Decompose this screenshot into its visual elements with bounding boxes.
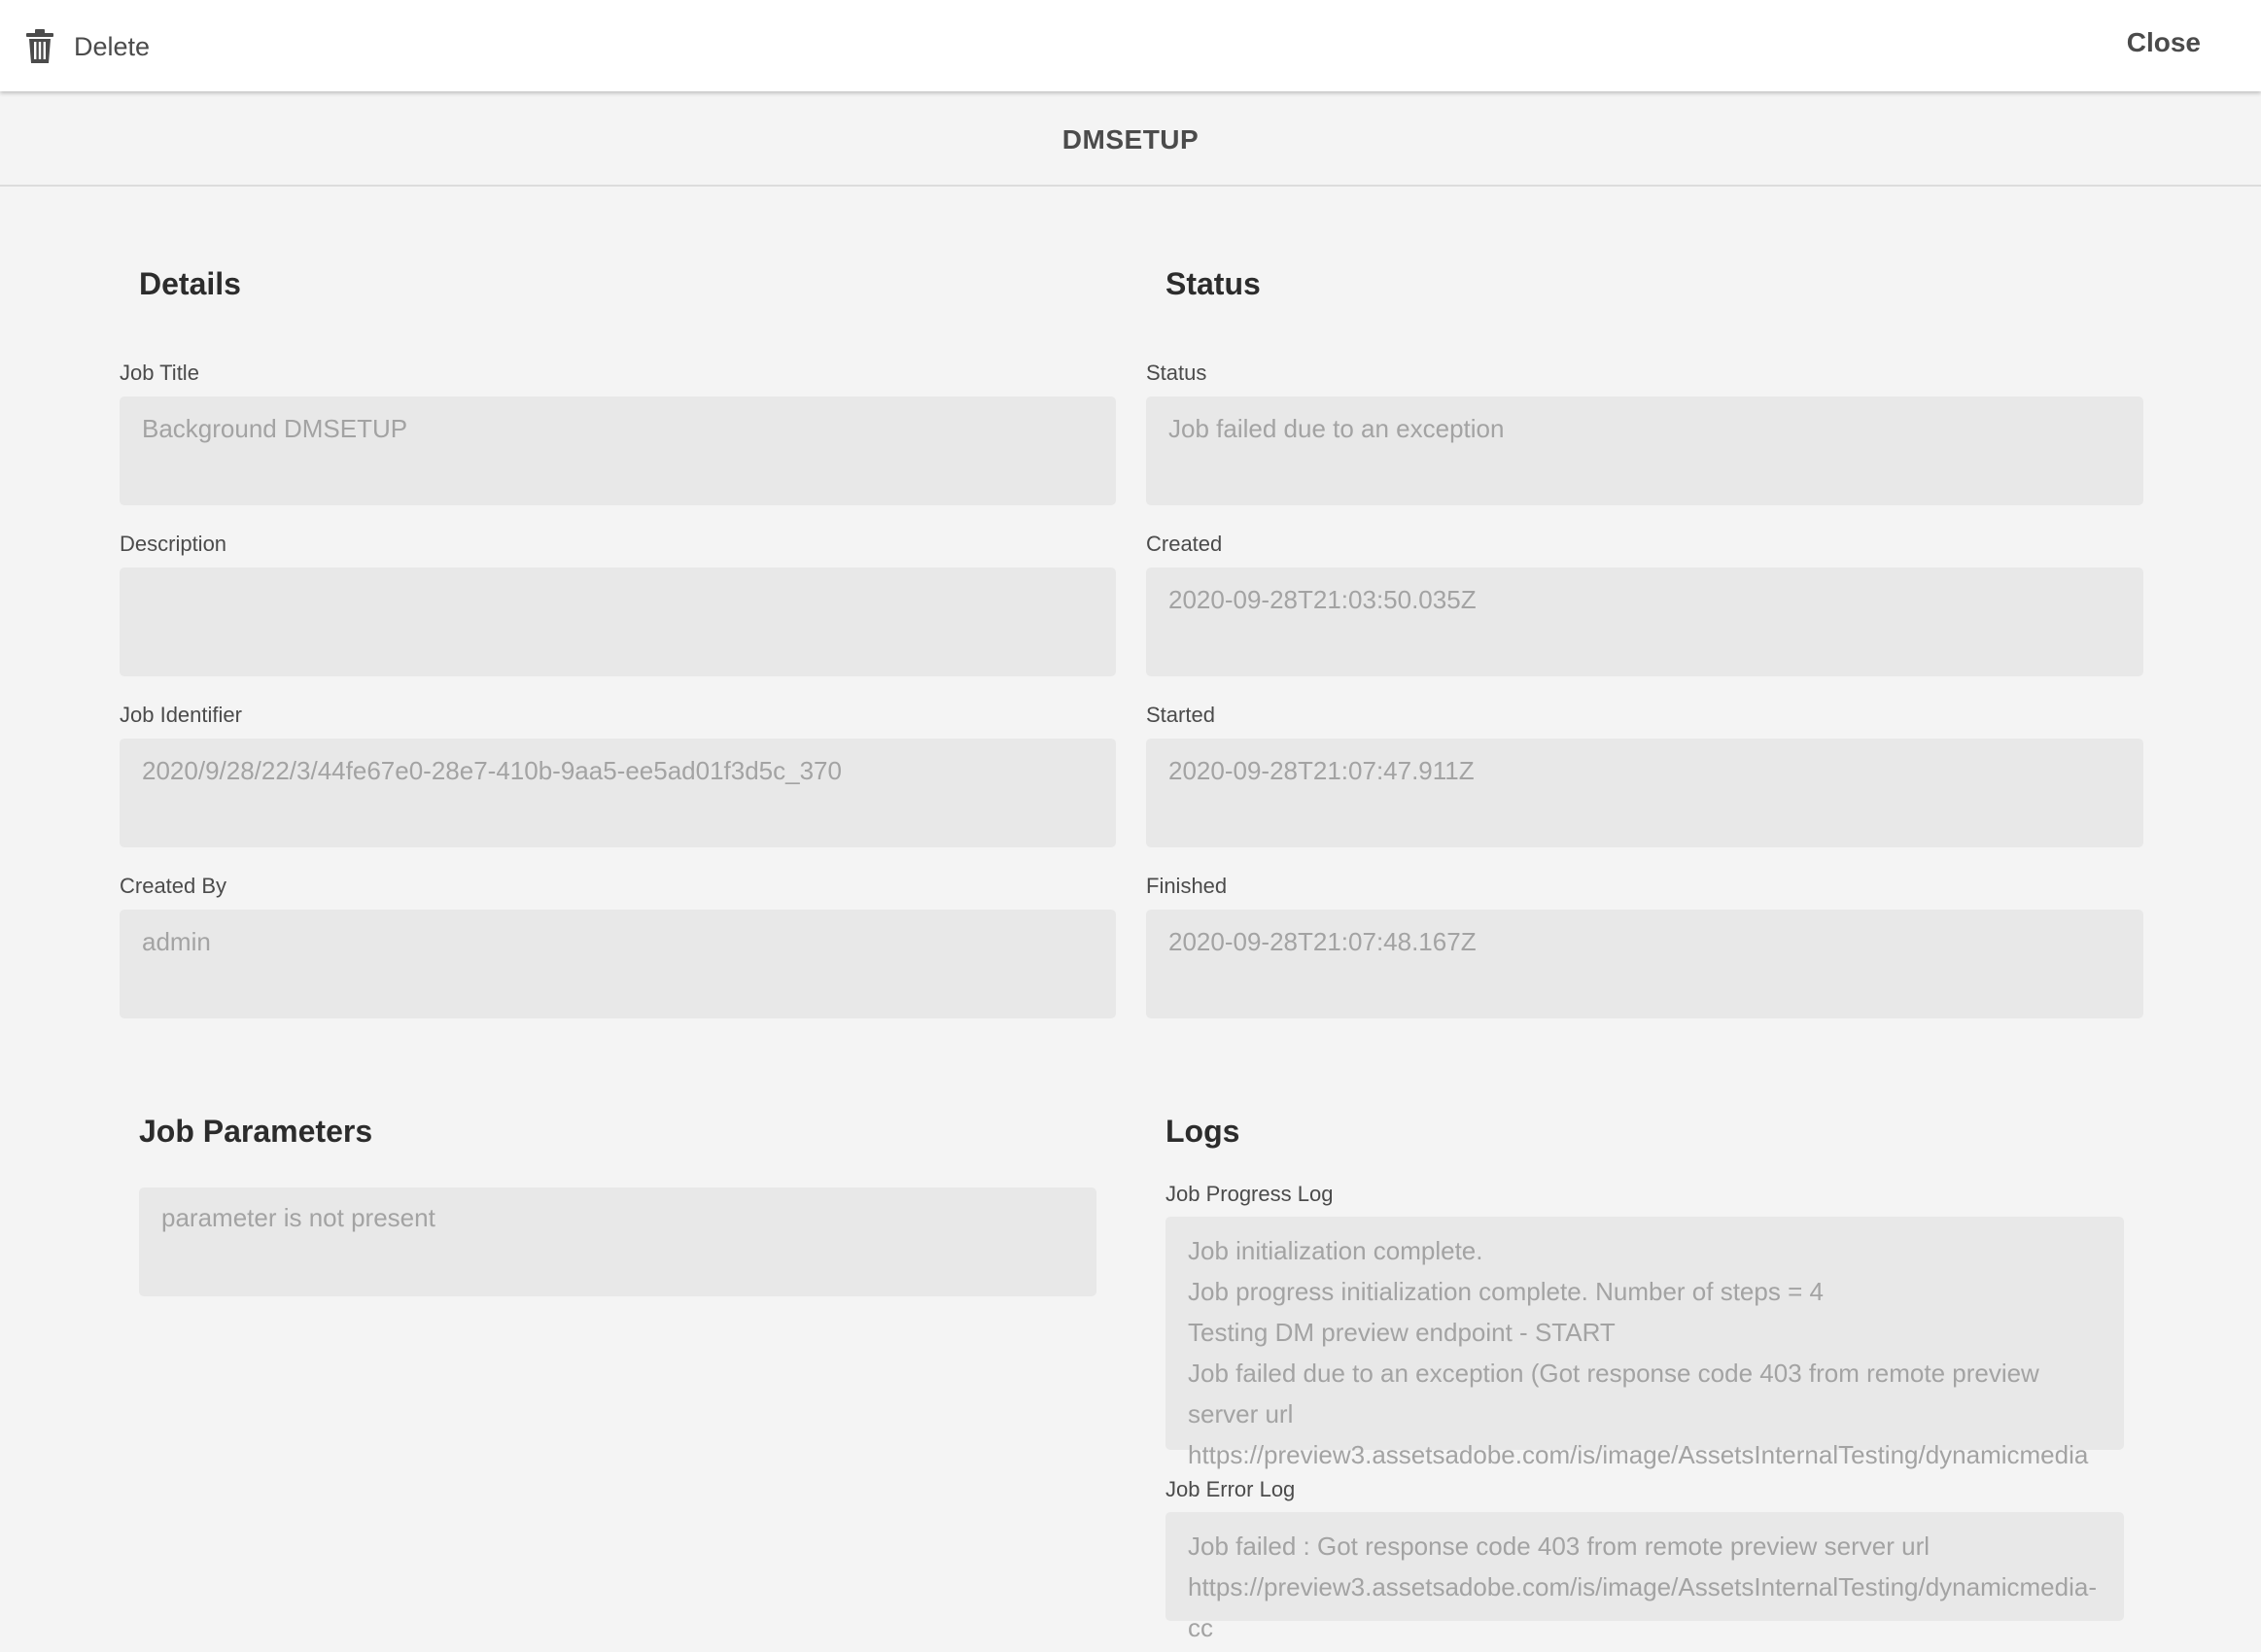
log-line: Testing DM preview endpoint - START <box>1188 1318 1616 1347</box>
close-button[interactable]: Close <box>2126 27 2201 57</box>
job-title-label: Job Title <box>120 361 199 385</box>
description-field[interactable] <box>120 568 1116 676</box>
created-field[interactable]: 2020-09-28T21:03:50.035Z <box>1146 568 2143 676</box>
top-toolbar <box>0 0 2261 91</box>
finished-field[interactable]: 2020-09-28T21:07:48.167Z <box>1146 910 2143 1018</box>
log-line: cc <box>1188 1613 1213 1642</box>
status-label: Status <box>1146 361 1207 385</box>
started-label: Started <box>1146 703 1215 727</box>
job-error-log-label: Job Error Log <box>1165 1477 1296 1501</box>
job-identifier-field[interactable]: 2020/9/28/22/3/44fe67e0-28e7-410b-9aa5-ee5ad01f3d5c_370 <box>120 739 1116 847</box>
title-bar <box>0 91 2261 187</box>
status-field[interactable]: Job failed due to an exception <box>1146 396 2143 505</box>
created-by-field[interactable]: admin <box>120 910 1116 1018</box>
delete-label: Delete <box>74 31 151 61</box>
job-error-log[interactable] <box>1165 1512 2124 1642</box>
job-progress-log[interactable] <box>1165 1217 2124 1469</box>
job-parameters-heading: Job Parameters <box>139 1114 373 1149</box>
page-title: DMSETUP <box>1061 124 1200 155</box>
trash-icon <box>25 29 54 64</box>
job-parameters-field[interactable]: parameter is not present <box>139 1187 1096 1296</box>
log-line: https://preview3.assetsadobe.com/is/image/AssetsInternalTesting/dynamicmedia- <box>1188 1572 2097 1601</box>
log-line: https://preview3.assetsadobe.com/is/image/AssetsInternalTesting/dynamicmedia <box>1188 1440 2089 1469</box>
log-line: Job failed due to an exception (Got response code 403 from remote preview server url <box>1188 1359 2039 1428</box>
job-progress-log-label: Job Progress Log <box>1165 1182 1334 1206</box>
logs-heading: Logs <box>1165 1114 1240 1149</box>
created-by-label: Created By <box>120 874 227 898</box>
details-heading: Details <box>139 266 241 301</box>
log-line: Job progress initialization complete. Number of steps = 4 <box>1188 1277 1824 1306</box>
description-label: Description <box>120 532 227 556</box>
finished-label: Finished <box>1146 874 1228 898</box>
job-title-field[interactable]: Background DMSETUP <box>120 396 1116 505</box>
log-line: Job failed : Got response code 403 from remote preview server url <box>1188 1532 1931 1561</box>
status-heading: Status <box>1165 266 1261 301</box>
created-label: Created <box>1146 532 1223 556</box>
log-line: Job initialization complete. <box>1188 1236 1483 1265</box>
delete-button[interactable] <box>25 26 150 67</box>
job-identifier-label: Job Identifier <box>120 703 242 727</box>
started-field[interactable]: 2020-09-28T21:07:47.911Z <box>1146 739 2143 847</box>
